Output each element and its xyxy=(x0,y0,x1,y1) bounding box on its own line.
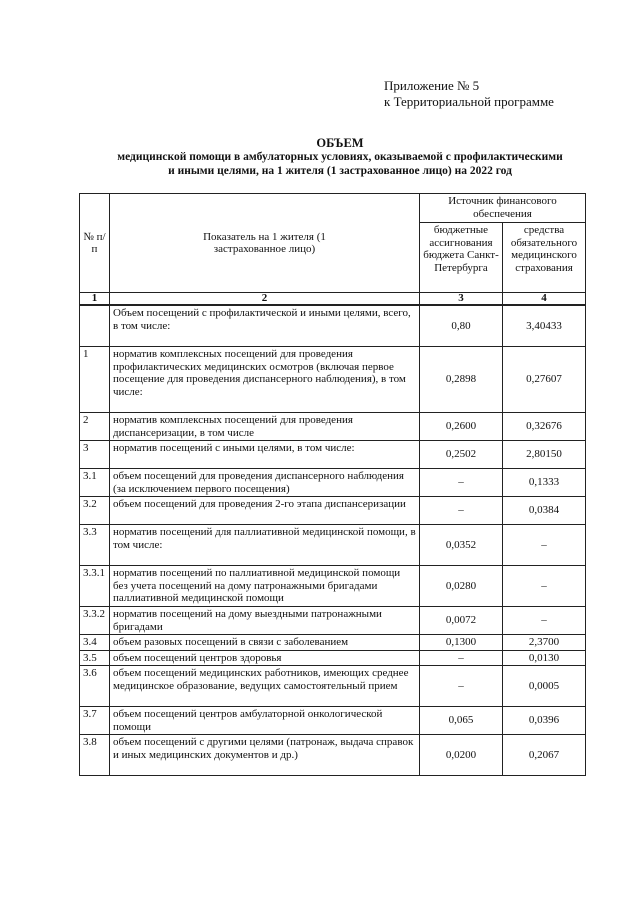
row-oms-value: 0,32676 xyxy=(503,413,586,441)
row-indicator: объем разовых посещений в связи с заболеванием xyxy=(110,635,420,651)
row-number: 3.1 xyxy=(80,469,110,497)
row-number xyxy=(80,305,110,347)
document-heading xyxy=(60,136,620,178)
appendix-line-2: к Территориальной программе xyxy=(384,94,554,109)
row-number: 3 xyxy=(80,441,110,469)
table-row xyxy=(80,347,586,413)
row-oms-value: – xyxy=(503,525,586,566)
row-budget-value: 0,1300 xyxy=(420,635,503,651)
document-subtitle-line-1: медицинской помощи в амбулаторных условиях, оказываемой с профилактическими xyxy=(117,151,563,163)
row-budget-value: 0,0200 xyxy=(420,735,503,776)
row-number: 2 xyxy=(80,413,110,441)
table-row xyxy=(80,707,586,735)
row-indicator: норматив посещений по паллиативной медицинской помощи без учета посещений на дому патронажными бригадами паллиативной медицинской помощи xyxy=(110,566,420,607)
row-indicator: норматив посещений на дому выездными патронажными бригадами xyxy=(110,607,420,635)
table-row xyxy=(80,635,586,651)
row-indicator: объем посещений центров амбулаторной онкологической помощи xyxy=(110,707,420,735)
row-indicator: Объем посещений с профилактической и иными целями, всего, в том числе: xyxy=(110,305,420,347)
row-indicator: объем посещений медицинских работников, имеющих среднее медицинское образование, ведущих самостоятельный прием xyxy=(110,666,420,707)
row-indicator: норматив комплексных посещений для проведения диспансеризации, в том числе xyxy=(110,413,420,441)
row-number: 3.6 xyxy=(80,666,110,707)
column-number-4: 4 xyxy=(503,293,586,306)
row-budget-value: – xyxy=(420,650,503,666)
column-number-2: 2 xyxy=(110,293,420,306)
column-number-1: 1 xyxy=(80,293,110,306)
row-budget-value: 0,2502 xyxy=(420,441,503,469)
row-oms-value: 0,0130 xyxy=(503,650,586,666)
table-row xyxy=(80,666,586,707)
header-indicator: Показатель на 1 жителя (1 застрахованное лицо) xyxy=(110,194,420,293)
row-budget-value: 0,80 xyxy=(420,305,503,347)
row-number: 3.5 xyxy=(80,650,110,666)
row-indicator: объем посещений для проведения 2-го этапа диспансеризации xyxy=(110,497,420,525)
row-indicator: норматив посещений для паллиативной медицинской помощи, в том числе: xyxy=(110,525,420,566)
row-budget-value: 0,065 xyxy=(420,707,503,735)
row-indicator: объем посещений с другими целями (патронаж, выдача справок и иных медицинских документов и др.) xyxy=(110,735,420,776)
row-oms-value: 0,2067 xyxy=(503,735,586,776)
table-row xyxy=(80,305,586,347)
row-budget-value: 0,2898 xyxy=(420,347,503,413)
column-number-3: 3 xyxy=(420,293,503,306)
row-budget-value: – xyxy=(420,469,503,497)
row-oms-value: – xyxy=(503,566,586,607)
row-indicator: норматив посещений с иными целями, в том числе: xyxy=(110,441,420,469)
header-budget: бюджетные ассигнования бюджета Санкт-Петербурга xyxy=(420,223,503,293)
row-budget-value: 0,2600 xyxy=(420,413,503,441)
table-row xyxy=(80,735,586,776)
table-row xyxy=(80,607,586,635)
row-budget-value: – xyxy=(420,497,503,525)
document-title: ОБЪЕМ xyxy=(316,136,364,150)
table-row xyxy=(80,497,586,525)
row-budget-value: 0,0280 xyxy=(420,566,503,607)
header-funding-source: Источник финансового обеспечения xyxy=(420,194,586,223)
table-row xyxy=(80,650,586,666)
header-oms: средства обязательного медицинского страхования xyxy=(503,223,586,293)
row-indicator: объем посещений центров здоровья xyxy=(110,650,420,666)
row-oms-value: 0,1333 xyxy=(503,469,586,497)
row-oms-value: 0,27607 xyxy=(503,347,586,413)
row-budget-value: 0,0072 xyxy=(420,607,503,635)
row-number: 3.3.2 xyxy=(80,607,110,635)
table-row xyxy=(80,469,586,497)
row-number: 3.4 xyxy=(80,635,110,651)
table-row xyxy=(80,441,586,469)
row-oms-value: 0,0005 xyxy=(503,666,586,707)
document-subtitle-line-2: и иными целями, на 1 жителя (1 застрахованное лицо) на 2022 год xyxy=(168,165,512,177)
row-indicator: объем посещений для проведения диспансерного наблюдения (за исключением первого посещения) xyxy=(110,469,420,497)
row-number: 3.8 xyxy=(80,735,110,776)
row-oms-value: 2,3700 xyxy=(503,635,586,651)
row-number: 1 xyxy=(80,347,110,413)
row-oms-value: 3,40433 xyxy=(503,305,586,347)
row-budget-value: – xyxy=(420,666,503,707)
volume-table xyxy=(79,193,586,776)
row-indicator: норматив комплексных посещений для проведения профилактических медицинских осмотров (включая первое посещение для проведения диспансерного наблюдения), в том числе: xyxy=(110,347,420,413)
row-number: 3.2 xyxy=(80,497,110,525)
row-number: 3.7 xyxy=(80,707,110,735)
table-row xyxy=(80,566,586,607)
table-row xyxy=(80,525,586,566)
row-oms-value: – xyxy=(503,607,586,635)
row-oms-value: 0,0396 xyxy=(503,707,586,735)
header-number: № п/п xyxy=(80,194,110,293)
row-oms-value: 0,0384 xyxy=(503,497,586,525)
row-number: 3.3 xyxy=(80,525,110,566)
row-number: 3.3.1 xyxy=(80,566,110,607)
row-oms-value: 2,80150 xyxy=(503,441,586,469)
table-row xyxy=(80,413,586,441)
appendix-note xyxy=(384,78,554,110)
row-budget-value: 0,0352 xyxy=(420,525,503,566)
appendix-line-1: Приложение № 5 xyxy=(384,78,480,93)
